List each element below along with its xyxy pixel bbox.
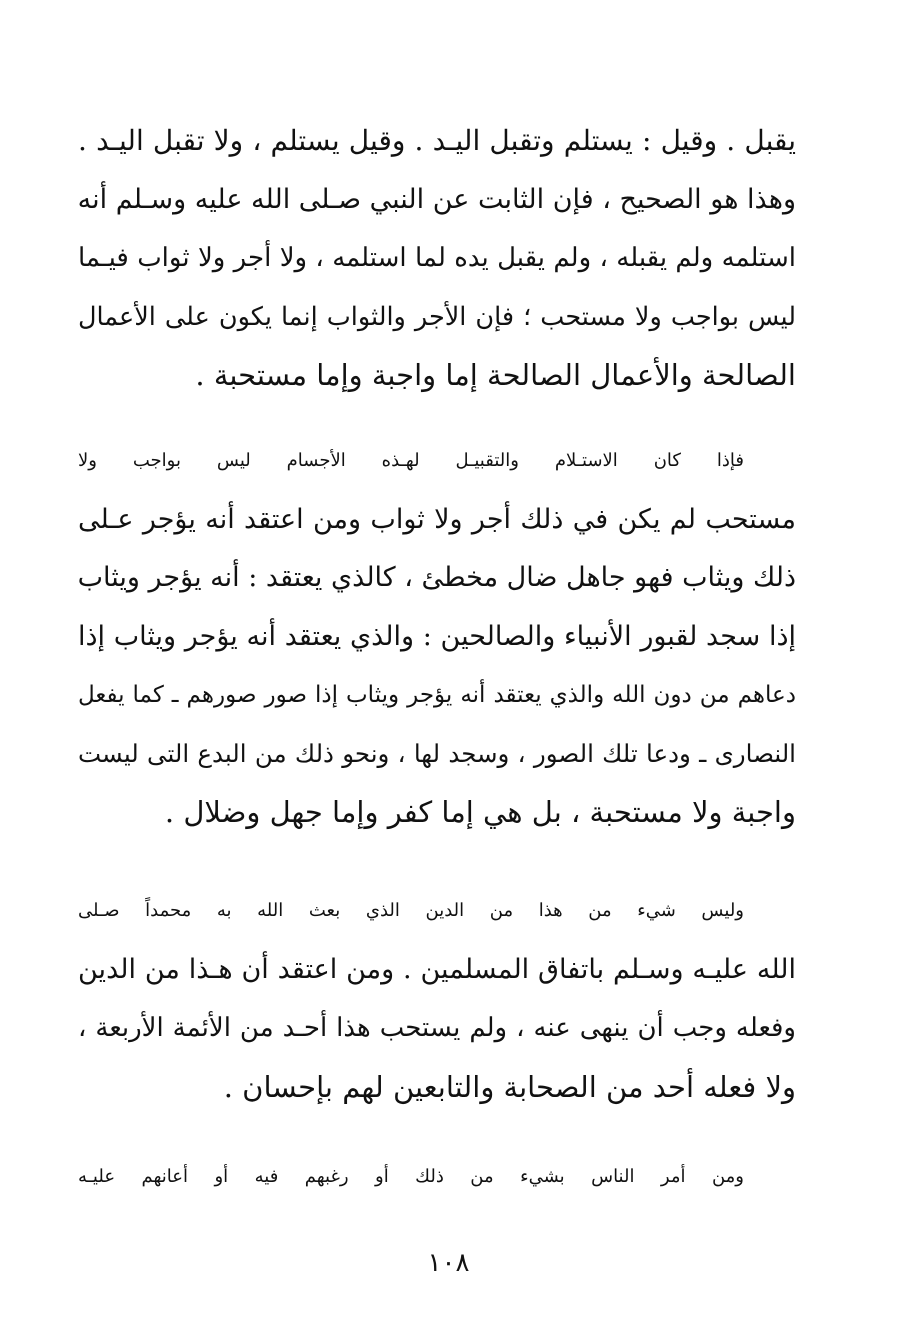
page-number: ١٠٨ <box>427 1248 470 1278</box>
text-line: وليس شيء من هذا من الدين الذي بعث الله به محمداً صـلى <box>78 900 744 921</box>
text-line: ولا فعله أحد من الصحابة والتابعين لهم بإحسان . <box>223 1069 796 1104</box>
text-line: استلمه ولم يقبله ، ولم يقبل يده لما استلمه ، ولا أجر ولا ثواب فيـما <box>78 243 796 273</box>
text-line: وهذا هو الصحيح ، فإن الثابت عن النبي صـلى الله عليه وسـلم أنه <box>77 183 796 215</box>
text-line: واجبة ولا مستحبة ، بل هي إما كفر وإما جهل وضلال . <box>164 795 796 829</box>
text-line: يقبل . وقيل : يستلم وتقبل اليـد . وقيل يستلم ، ولا تقبل اليـد . <box>78 124 796 157</box>
text-line: وفعله وجب أن ينهى عنه ، ولم يستحب هذا أحـد من الأئمة الأربعة ، <box>78 1013 796 1043</box>
text-line: الصالحة والأعمال الصالحة إما واجبة وإما مستحبة . <box>195 358 796 392</box>
paragraph-2 <box>78 432 796 842</box>
text-line: إذا سجد لقبور الأنبياء والصالحين : والذي يعتقد أنه يؤجر ويثاب إذا <box>78 620 796 652</box>
text-line: فإذا كان الاستـلام والتقبيـل لهـذه الأجسام ليس بواجب ولا <box>78 450 744 471</box>
text-line: ليس بواجب ولا مستحب ؛ فإن الأجر والثواب إنما يكون على الأعمال <box>78 301 796 332</box>
text-line: دعاهم من دون الله والذي يعتقد أنه يؤجر ويثاب إذا صور صورهم ـ كما يفعل <box>78 682 796 708</box>
text-line: مستحب لم يكن في ذلك أجر ولا ثواب ومن اعتقد أنه يؤجر عـلى <box>78 503 796 535</box>
paragraph-4 <box>78 1148 796 1207</box>
text-line: النصارى ـ ودعا تلك الصور ، وسجد لها ، ونحو ذلك من البدع التى ليست <box>78 738 796 768</box>
paragraph-1 <box>78 112 796 405</box>
text-line: ومن أمر الناس بشيء من ذلك أو رغبهم فيه أو أعانهم عليـه <box>78 1166 744 1187</box>
paragraph-3 <box>78 882 796 1116</box>
text-line: الله عليـه وسـلم باتفاق المسلمين . ومن اعتقد أن هـذا من الدين <box>78 953 796 985</box>
text-line: ذلك ويثاب فهو جاهل ضال مخطئ ، كالذي يعتقد : أنه يؤجر ويثاب <box>77 562 796 593</box>
